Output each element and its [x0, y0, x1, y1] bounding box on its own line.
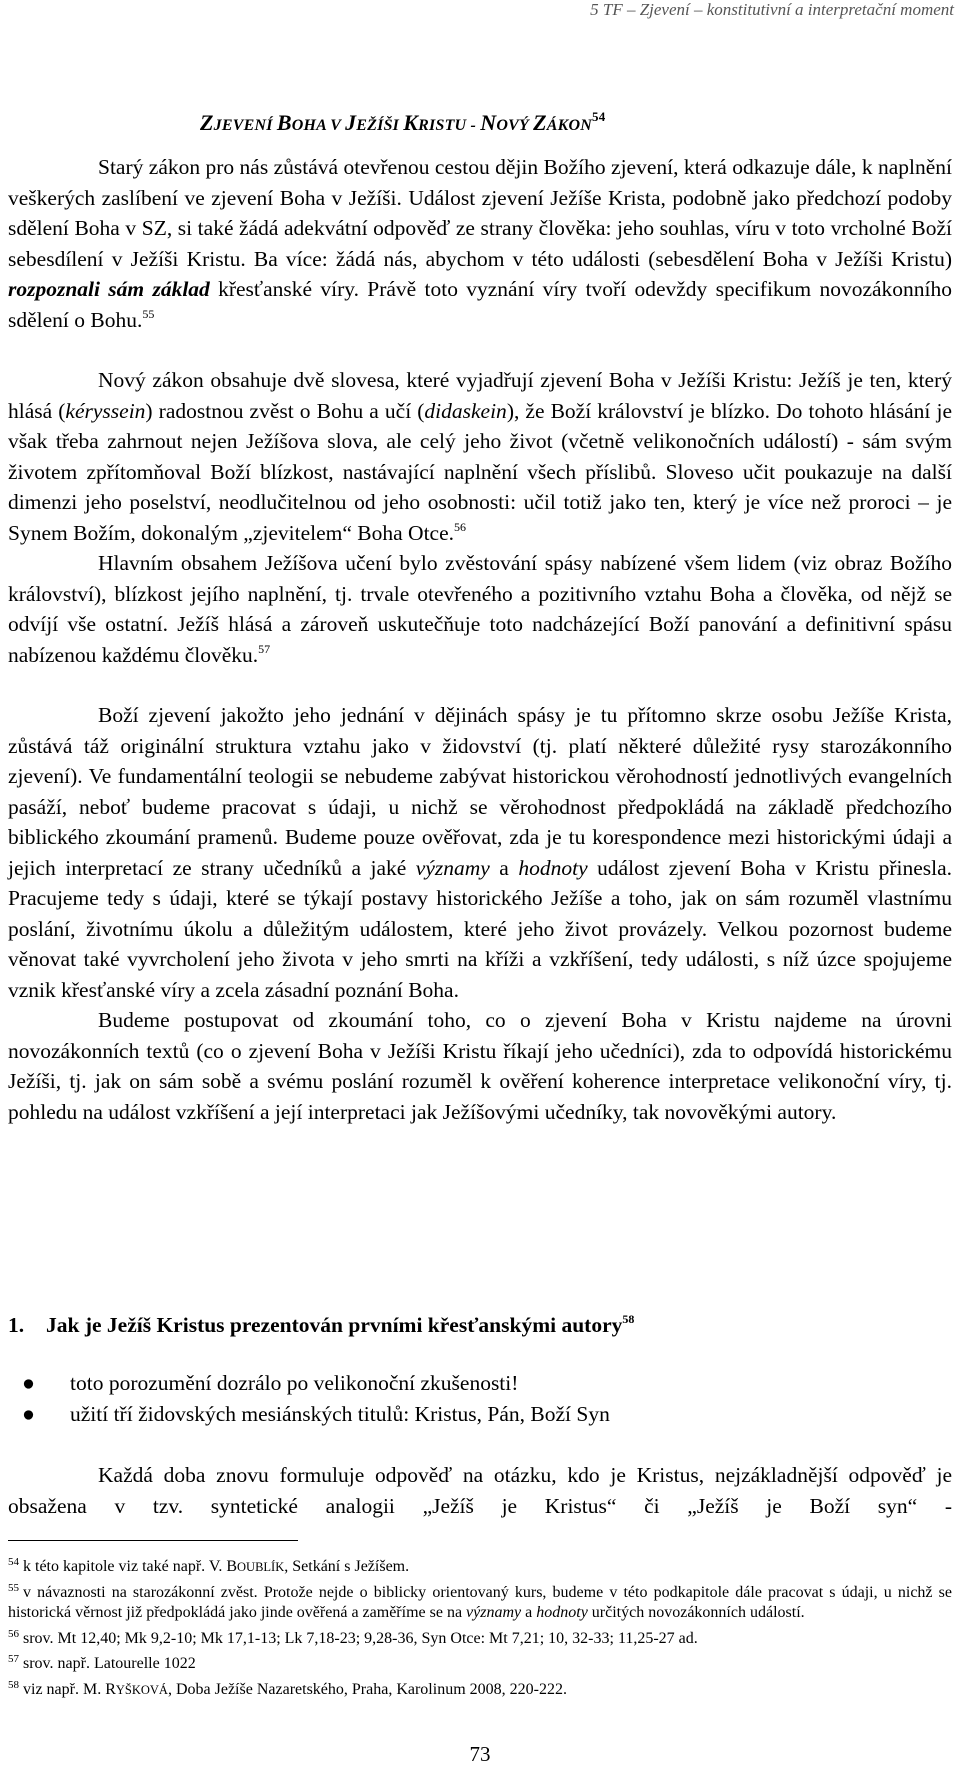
- footnote-ref-56[interactable]: 56: [454, 519, 467, 534]
- footnote-divider: [8, 1540, 298, 1541]
- section-heading: [8, 1313, 634, 1338]
- paragraph-1: Starý zákon pro nás zůstává otevřenou cestou dějin Božího zjevení, která odkazuje dále, k naplnění veškerých zaslíbení ve zjevení Boha v Ježíši. Událost zjevení Ježíše Krista, podobně jako předchozí podoby sdělení Boha v SZ, si také žádá adekvátní odpověď ze strany člověka: jeho souhlas, víru v toto vrcholné Boží sebesdílení v Ježíši Kristu. Ba více: žádá nás, abychom v této události (sebesdělení Boha v Ježíši Kristu) rozpoznali sám základ křesťanské víry. Právě toto vyznání víry tvoří odevždy specifikum novozákonního sdělení o Bohu.$^{55}$: [8, 155, 952, 332]
- chapter-title: ZJEVENÍ BOHA V JEŽÍŠI KRISTU - NOVÝ ZÁKON$^{54}$: [200, 109, 606, 135]
- footnote-ref-55[interactable]: 55: [142, 306, 155, 321]
- paragraph-6: Každá doba znovu formuluje odpověď na otázku, kdo je Kristus, nejzákladnější odpověď je obsažena v tzv. syntetické analogii „Ježíš je Kristus“ či „Ježíš je Boží syn“ -: [8, 1463, 952, 1518]
- footnote-ref-58[interactable]: 58: [622, 1312, 635, 1326]
- paragraph-3: Hlavním obsahem Ježíšova učení bylo zvěstování spásy nabízené všem lidem (viz obraz Božího království), blízkost jejího naplnění, tj. trvale otevřeného a pozitivního vztahu Boha a člověka, od nějž se odvíjí vše ostatní. Ježíš hlásá a zároveň uskutečňuje toto nadcházející Boží panování a definitivní spásu nabízenou každému člověku.$^{57}$: [8, 551, 952, 667]
- footnote-54: $^{54}$ k této kapitole viz také např. V. BOUBLÍK, Setkání s Ježíšem.: [8, 1556, 410, 1575]
- paragraph-2: Nový zákon obsahuje dvě slovesa, které vyjadřují zjevení Boha v Ježíši Kristu: Ježíš je ten, který hlásá (kéryssein) radostnou zvěst o Bohu a učí (didaskein), že Boží království je blízko. Do tohoto hlásání je však třeba zahrnout nejen Ježíšova slova, ale celý jeho život (včetně velikonočních událostí) - sám svým životem zpřítomňoval Boží blízkost, nastávající naplnění všech příslibů. Sloveso učit poukazuje na další dimenzi jeho poselství, neodlučitelnou od jeho osobnosti: učil totiž jako ten, který je více než proroci – je Synem Božím, dokonalým „zjevitelem“ Boha Otce.$^{56}$: [8, 368, 952, 545]
- footnote-ref-57[interactable]: 57: [258, 641, 271, 656]
- footnote-55: $^{55}$ v návaznosti na starozákonní zvěst. Protože nejde o biblicky orientovaný kurs, budeme v této podkapitole dále pracovat s údaji, u nichž se historická věrnost již předpokládá jako jinde ověřená a zaměříme se na významy a hodnoty určitých novozákonních událostí.: [8, 1581, 952, 1621]
- footnotes: [8, 1552, 952, 1700]
- footnote-58: $^{58}$ viz např. M. RYŠKOVÁ, Doba Ježíše Nazaretského, Praha, Karolinum 2008, 220-222.: [8, 1678, 567, 1698]
- body-section-intro: [8, 152, 952, 1127]
- list-item: ● užití tří židovských mesiánských titulů: Kristus, Pán, Boží Syn: [20, 1399, 610, 1430]
- footnote-56: $^{56}$ srov. Mt 12,40; Mk 9,2-10; Mk 17,1-13; Lk 7,18-23; 9,28-36, Syn Otce: Mt 7,21; 10, 32-33; 11,25-27 ad.: [8, 1627, 698, 1647]
- bullet-icon: ●: [22, 1401, 35, 1426]
- section-number: 1.: [8, 1313, 25, 1337]
- bullet-icon: ●: [22, 1371, 35, 1395]
- paragraph-4: Boží zjevení jakožto jeho jednání v dějinách spásy je tu přítomno skrze osobu Ježíše Krista, zůstává táž originální struktura vztahu jako v židovství (tj. platí některé důležité rysy starozákonního zjevení). Ve fundamentální teologii se nebudeme zabývat historickou věrohodností jednotlivých evangelních pasáží, neboť budeme pracovat s údaji, u nichž se věrohodnost předpokládá na základě předchozího biblického zkoumání pramenů. Budeme pouze ověřovat, zda je tu korespondence mezi historickými údaji a jejich interpretací ze strany učedníků a jaké významy a hodnoty událost zjevení Boha v Kristu přinesla. Pracujeme tedy s údaji, které se týkají postavy historického Ježíše a toho, jak on sám rozuměl vlastnímu poslání, životnímu úkolu a důležitým událostem, které jeho život provázely. Velkou pozornost budeme věnovat také vyvrcholení jeho života v jeho smrti na kříži a vzkříšení, tedy události, s níž úzce spojujeme vznik křesťanské víry a zcela zásadní poznání Boha.: [8, 703, 953, 1002]
- section-heading-text: Jak je Ježíš Kristus prezentován prvními křesťanskými autory: [46, 1313, 623, 1337]
- footnote-ref-54[interactable]: 54: [592, 109, 606, 124]
- footnote-57: $^{57}$ srov. např. Latourelle 1022: [8, 1653, 196, 1672]
- page-number: 73: [469, 1742, 491, 1766]
- running-head: 5 TF – Zjevení – konstitutivní a interpretační moment: [590, 0, 954, 19]
- bullet-list: [20, 1368, 610, 1429]
- paragraph-5: Budeme postupovat od zkoumání toho, co o zjevení Boha v Kristu najdeme na úrovni novozákonních textů (co o zjevení Boha v Ježíši Kristu říkají jeho učedníci), zda to odpovídá historickému Ježíši, tj. jak on sám sobě a svému poslání rozuměl k ověření koherence interpretace velikonoční víry, tj. pohledu na událost vzkříšení a její interpretaci jak Ježíšovými učedníky, tak novověkými autory.: [8, 1008, 952, 1124]
- list-item: ● toto porozumění dozrálo po velikonoční zkušenosti!: [20, 1368, 610, 1399]
